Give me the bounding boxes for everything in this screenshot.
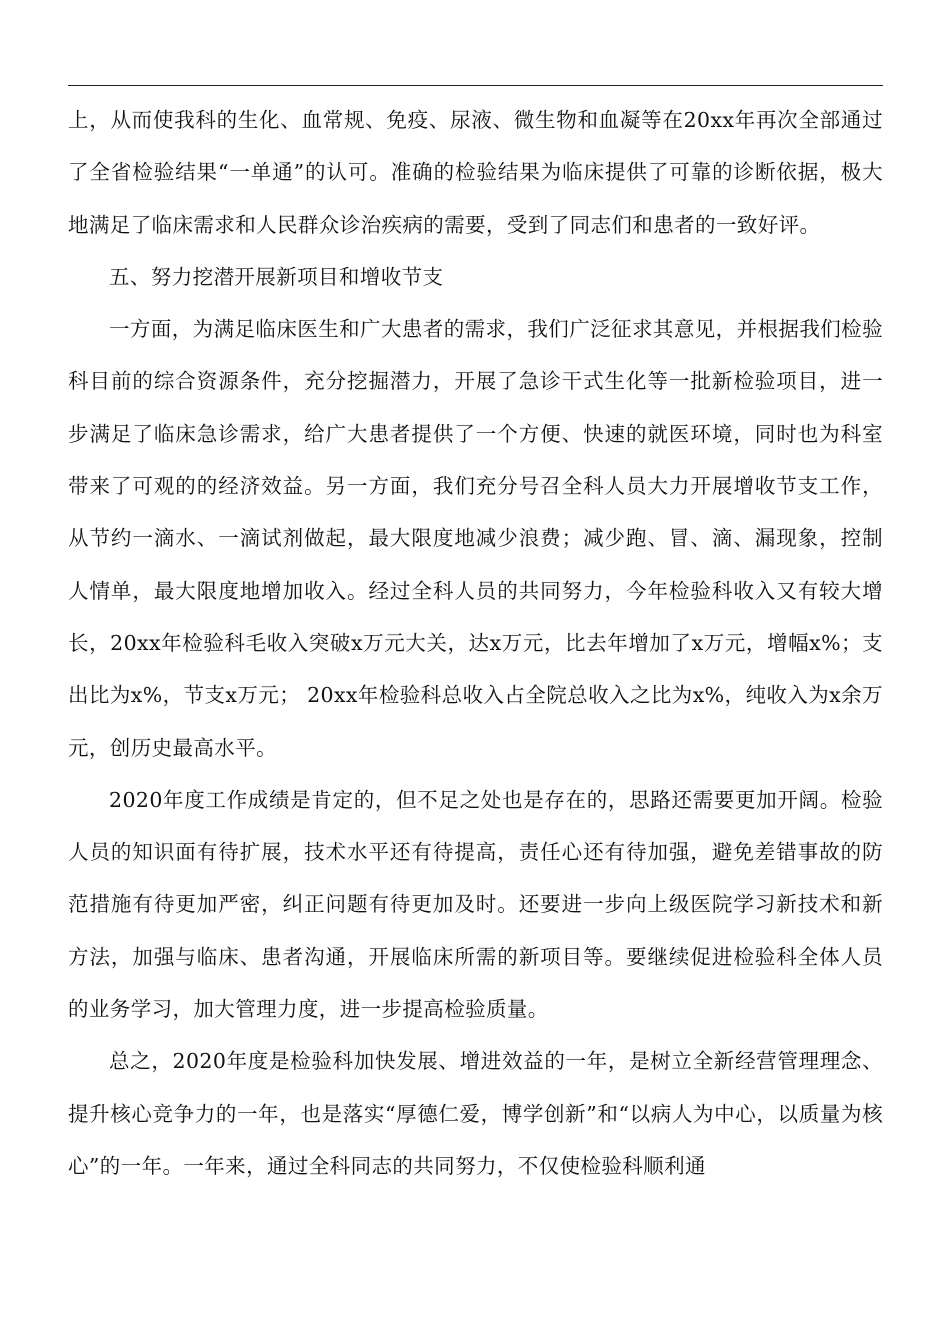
header-rule xyxy=(68,85,883,86)
paragraph-continuation: 上，从而使我科的生化、血常规、免疫、尿液、微生物和血凝等在20xx年再次全部通过了全省检验结果“一单通”的认可。准确的检验结果为临床提供了可靠的诊断依据，极大地满足了临床需求和人民群众诊治疾病的需要，受到了同志们和患者的一致好评。 xyxy=(68,108,883,237)
document-body xyxy=(68,94,883,1192)
paragraph-shortcomings: 2020年度工作成绩是肯定的，但不足之处也是存在的，思路还需要更加开阔。检验人员的知识面有待扩展，技术水平还有待提高，责任心还有待加强，避免差错事故的防范措施有待更加严密，纠正问题有待更加及时。还要进一步向上级医院学习新技术和新方法，加强与临床、患者沟通，开展临床所需的新项目等。要继续促进检验科全体人员的业务学习，加大管理力度，进一步提高检验质量。 xyxy=(68,787,883,1022)
paragraph-new-projects: 一方面，为满足临床医生和广大患者的需求，我们广泛征求其意见，并根据我们检验科目前的综合资源条件，充分挖掘潜力，开展了急诊干式生化等一批新检验项目，进一步满足了临床急诊需求，给广大患者提供了一个方便、快速的就医环境，同时也为科室带来了可观的的经济效益。另一方面，我们充分号召全科人员大力开展增收节支工作，从节约一滴水、一滴试剂做起，最大限度地减少浪费；减少跑、冒、滴、漏现象，控制人情单，最大限度地增加收入。经过全科人员的共同努力，今年检验科收入又有较大增长，20xx年检验科毛收入突破x万元大关，达x万元，比去年增加了x万元，增幅x%；支出比为x%，节支x万元； 20xx年检验科总收入占全院总收入之比为x%，纯收入为x余万元，创历史最高水平。 xyxy=(68,317,883,760)
section-heading: 五、努力挖潜开展新项目和增收节支 xyxy=(109,264,444,289)
paragraph-summary: 总之，2020年度是检验科加快发展、增进效益的一年，是树立全新经营管理理念、提升核心竞争力的一年，也是落实“厚德仁爱，博学创新”和“以病人为中心，以质量为核心”的一年。一年来，通过全科同志的共同努力，不仅使检验科顺利通 xyxy=(68,1049,883,1178)
